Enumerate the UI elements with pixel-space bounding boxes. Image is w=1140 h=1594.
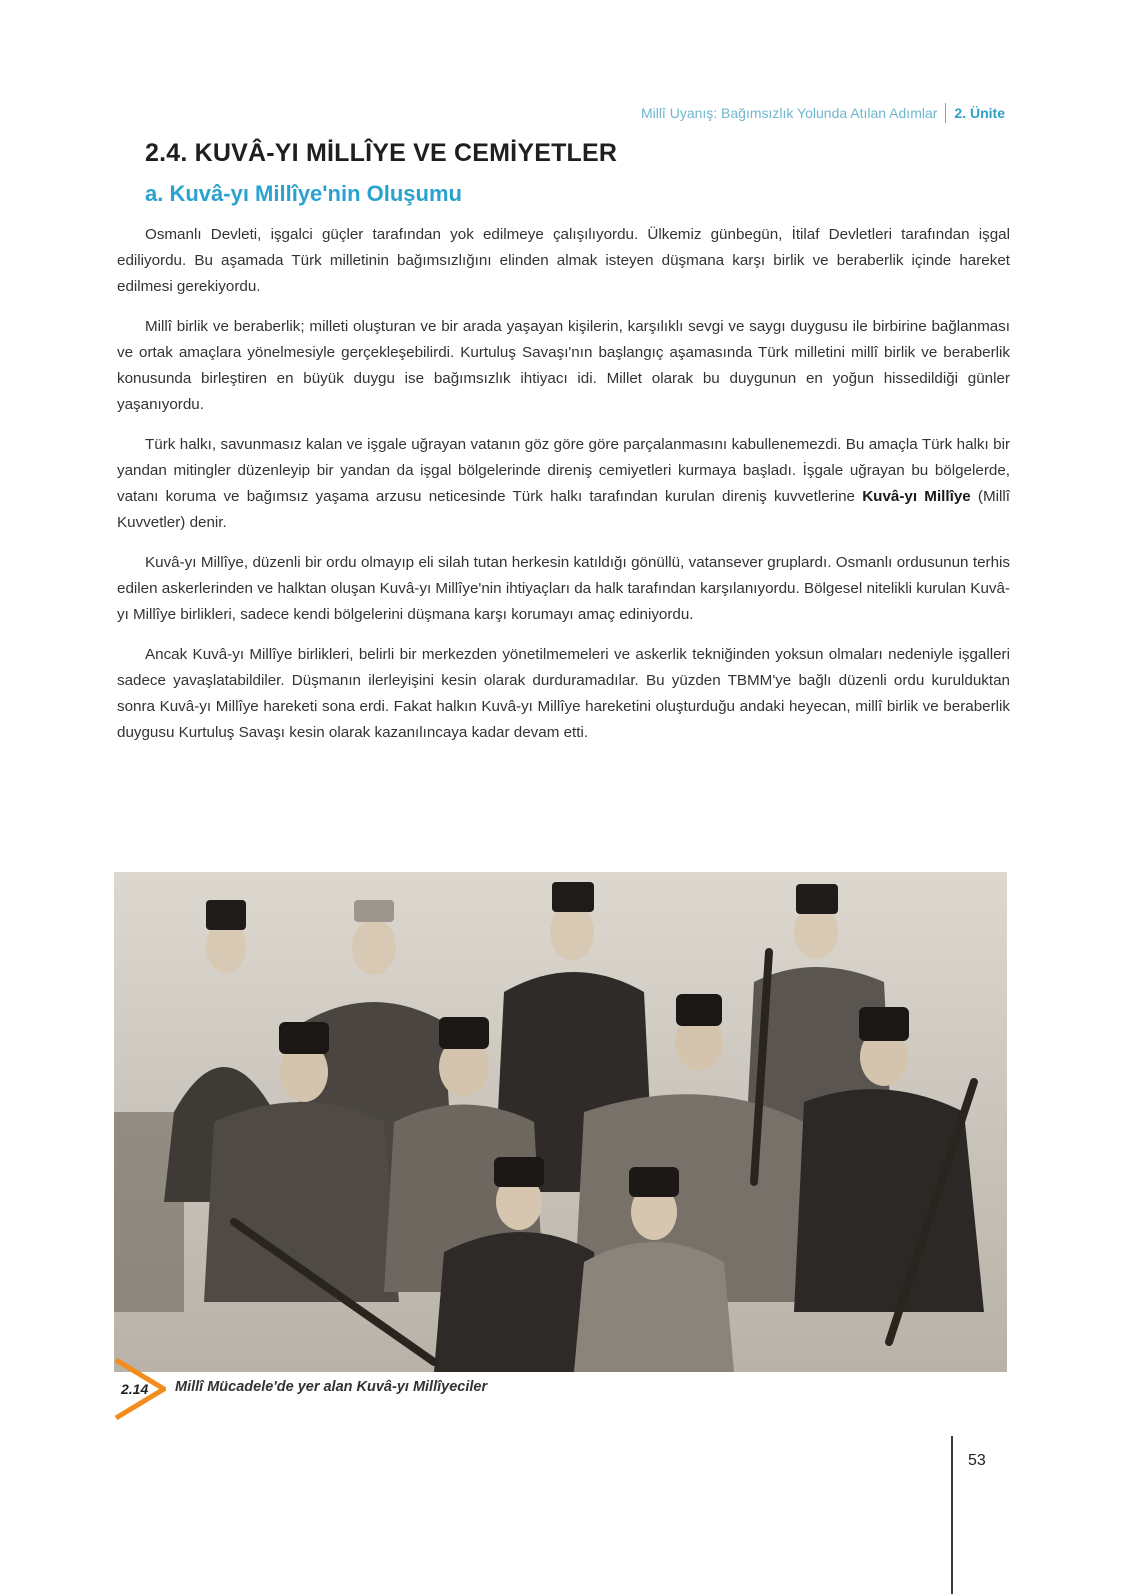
paragraph-1: Osmanlı Devleti, işgalci güçler tarafından yok edilmeye çalışılıyordu. Ülkemiz günbegün, İtilaf Devletleri tarafından işgal ediliyordu. Bu aşamada Türk milletinin bağımsızlığını elinden almak isteyen düşmana karşı birlik ve beraberlik içinde hareket edilmesi gerekiyordu.	[117, 226, 1010, 295]
paragraph-2: Millî birlik ve beraberlik; milleti oluşturan ve bir arada yaşayan kişilerin, karşılıklı sevgi ve saygı duygusu ile birbirine bağlanması ve ortak amaçlara yönelmesiyle gerçekleşebilirdi. Kurtuluş Savaşı'nın başlangıç aşamasında Türk milletini millî birlik ve beraberlik konusunda birleştiren en büyük duygu ise bağımsızlık ihtiyacı idi. Millet olarak bu duygunun en yoğun hissedildiği günler yaşanıyordu.	[117, 318, 1010, 413]
figure-caption: Millî Mücadele'de yer alan Kuvâ-yı Millîyeciler	[175, 1379, 488, 1395]
historical-group-photo	[114, 872, 1007, 1372]
paragraph-3-text: Türk halkı, savunmasız kalan ve işgale uğrayan vatanın göz göre göre parçalanmasını kabullenemezdi. Bu amaçla Türk halkı bir yandan mitingler düzenleyip bir yandan da işgal bölgelerinde direniş cemiyetleri kurmaya başladı. İşgale uğrayan bu bölgelerde, vatanı koruma ve bağımsız yaşama arzusu neticesinde Türk halkı tarafından kurulan direniş kuvvetlerine	[117, 436, 1010, 505]
term-kuva-yi-milliye: Kuvâ-yı Millîye	[862, 488, 971, 505]
paragraph-5: Ancak Kuvâ-yı Millîye birlikleri, belirli bir merkezden yönetilmemeleri ve askerlik tekniğinden yoksun olmaları nedeniyle işgalleri sadece yavaşlatabildiler. Düşmanın ilerleyişini kesin olarak durduramadılar. Bu yüzden TBMM'ye bağlı düzenli ordu kurulduktan sonra Kuvâ-yı Millîye hareketi sona erdi. Fakat halkın Kuvâ-yı Millîye hareketini oluşturduğu andaki heyecan, millî birlik ve beraberlik duygusu Kurtuluş Savaşı kesin olarak kazanılıncaya kadar devam etti.	[117, 646, 1010, 741]
body-text	[117, 222, 1010, 760]
subsection-title: a. Kuvâ-yı Millîye'nin Oluşumu	[145, 181, 462, 206]
header-divider	[945, 103, 946, 123]
paragraph-3	[117, 432, 1010, 536]
page-number: 53	[968, 1452, 986, 1469]
paragraph-4: Kuvâ-yı Millîye, düzenli bir ordu olmayıp eli silah tutan herkesin katıldığı gönüllü, vatansever gruplardı. Osmanlı ordusunun terhis edilen askerlerinden ve halktan oluşan Kuvâ-yı Millîye'nin ihtiyaçları da halk tarafından karşılanıyordu. Bölgesel nitelikli kurulan Kuvâ-yı Millîye birlikleri, sadece kendi bölgelerini düşmana karşı korumayı amaç ediniyordu.	[117, 554, 1010, 623]
unit-label: 2. Ünite	[954, 105, 1005, 121]
running-header	[641, 103, 1005, 123]
paragraph-3-end: (Millî Kuvvetler) denir.	[117, 488, 1010, 531]
running-title: Millî Uyanış: Bağımsızlık Yolunda Atılan Adımlar	[640, 105, 938, 121]
page-number-divider	[951, 1436, 953, 1594]
figure-number: 2.14	[121, 1381, 149, 1397]
section-title: 2.4. KUVÂ-YI MİLLÎYE VE CEMİYETLER	[145, 139, 618, 167]
